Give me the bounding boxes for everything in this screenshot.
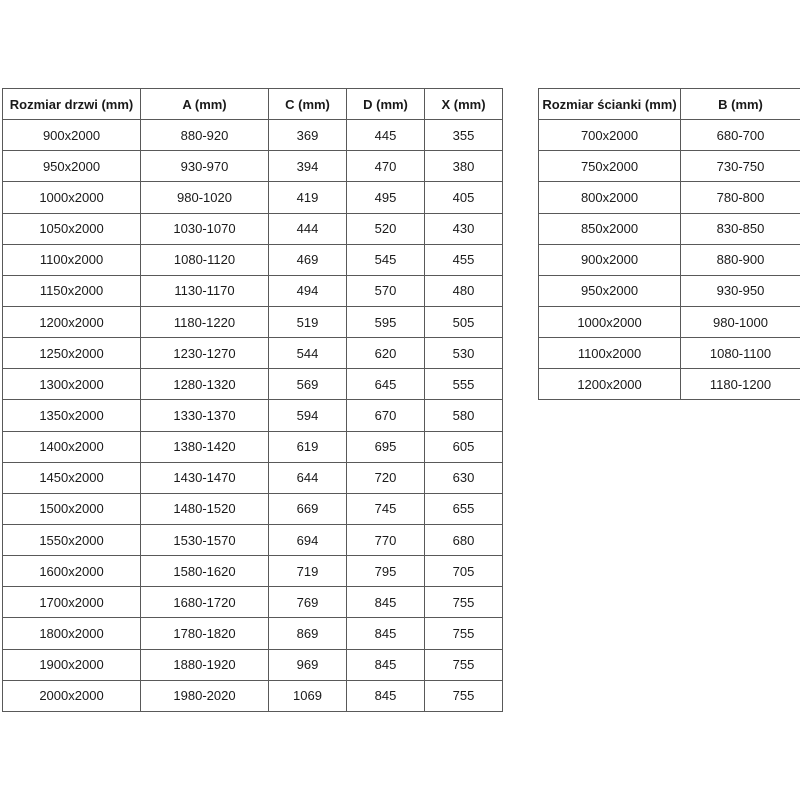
table-row xyxy=(3,213,503,244)
table-cell: 1180-1220 xyxy=(141,306,269,337)
table-cell: 1230-1270 xyxy=(141,338,269,369)
table-row xyxy=(3,120,503,151)
column-header: A (mm) xyxy=(141,89,269,120)
table-row xyxy=(3,244,503,275)
table-row xyxy=(539,213,800,244)
column-header: D (mm) xyxy=(347,89,425,120)
table-cell: 670 xyxy=(347,400,425,431)
table-cell: 720 xyxy=(347,462,425,493)
table-cell: 980-1020 xyxy=(141,182,269,213)
wall-size-table xyxy=(538,88,800,400)
table-cell: 570 xyxy=(347,275,425,306)
table-cell: 755 xyxy=(425,618,503,649)
table-cell: 619 xyxy=(269,431,347,462)
column-header: X (mm) xyxy=(425,89,503,120)
table-row xyxy=(539,338,800,369)
table-cell: 545 xyxy=(347,244,425,275)
table-cell: 655 xyxy=(425,493,503,524)
table-cell: 700x2000 xyxy=(539,120,681,151)
table-row xyxy=(3,338,503,369)
table-cell: 430 xyxy=(425,213,503,244)
table-cell: 845 xyxy=(347,587,425,618)
table-cell: 369 xyxy=(269,120,347,151)
table-cell: 1800x2000 xyxy=(3,618,141,649)
table-cell: 1330-1370 xyxy=(141,400,269,431)
table-cell: 1000x2000 xyxy=(3,182,141,213)
table-cell: 1500x2000 xyxy=(3,493,141,524)
table-cell: 1250x2000 xyxy=(3,338,141,369)
table-cell: 394 xyxy=(269,151,347,182)
table-cell: 1450x2000 xyxy=(3,462,141,493)
table-cell: 494 xyxy=(269,275,347,306)
table-cell: 469 xyxy=(269,244,347,275)
table-cell: 645 xyxy=(347,369,425,400)
table-cell: 1980-2020 xyxy=(141,680,269,711)
column-header: Rozmiar ścianki (mm) xyxy=(539,89,681,120)
table-cell: 969 xyxy=(269,649,347,680)
table-cell: 730-750 xyxy=(681,151,800,182)
table-cell: 620 xyxy=(347,338,425,369)
table-cell: 505 xyxy=(425,306,503,337)
table-cell: 1280-1320 xyxy=(141,369,269,400)
table-cell: 555 xyxy=(425,369,503,400)
table-cell: 1680-1720 xyxy=(141,587,269,618)
table-row xyxy=(539,306,800,337)
table-cell: 930-970 xyxy=(141,151,269,182)
table-row xyxy=(539,369,800,400)
table-row xyxy=(3,493,503,524)
table-cell: 705 xyxy=(425,556,503,587)
table-cell: 719 xyxy=(269,556,347,587)
table-cell: 1380-1420 xyxy=(141,431,269,462)
table-cell: 680-700 xyxy=(681,120,800,151)
table-cell: 480 xyxy=(425,275,503,306)
table-row xyxy=(3,556,503,587)
table-cell: 780-800 xyxy=(681,182,800,213)
table-cell: 419 xyxy=(269,182,347,213)
table-cell: 1100x2000 xyxy=(3,244,141,275)
table-cell: 900x2000 xyxy=(539,244,681,275)
table-cell: 569 xyxy=(269,369,347,400)
table-cell: 1100x2000 xyxy=(539,338,681,369)
table-cell: 595 xyxy=(347,306,425,337)
table-cell: 1780-1820 xyxy=(141,618,269,649)
table-cell: 694 xyxy=(269,524,347,555)
table-row xyxy=(3,431,503,462)
table-cell: 1069 xyxy=(269,680,347,711)
table-row xyxy=(539,244,800,275)
table-row xyxy=(3,587,503,618)
table-cell: 770 xyxy=(347,524,425,555)
table-row xyxy=(3,151,503,182)
table-cell: 669 xyxy=(269,493,347,524)
table-row xyxy=(539,120,800,151)
table-row xyxy=(539,151,800,182)
door-size-table-header-row xyxy=(3,89,503,120)
table-cell: 1080-1100 xyxy=(681,338,800,369)
table-cell: 1200x2000 xyxy=(539,369,681,400)
table-cell: 1880-1920 xyxy=(141,649,269,680)
table-cell: 950x2000 xyxy=(3,151,141,182)
table-row xyxy=(539,275,800,306)
table-cell: 2000x2000 xyxy=(3,680,141,711)
table-cell: 900x2000 xyxy=(3,120,141,151)
table-cell: 869 xyxy=(269,618,347,649)
table-cell: 580 xyxy=(425,400,503,431)
table-cell: 1080-1120 xyxy=(141,244,269,275)
table-cell: 1530-1570 xyxy=(141,524,269,555)
table-cell: 605 xyxy=(425,431,503,462)
table-cell: 1400x2000 xyxy=(3,431,141,462)
table-cell: 880-900 xyxy=(681,244,800,275)
table-row xyxy=(3,306,503,337)
door-size-table xyxy=(2,88,503,712)
table-cell: 445 xyxy=(347,120,425,151)
table-cell: 355 xyxy=(425,120,503,151)
table-cell: 1300x2000 xyxy=(3,369,141,400)
table-cell: 1480-1520 xyxy=(141,493,269,524)
table-cell: 594 xyxy=(269,400,347,431)
table-row xyxy=(3,649,503,680)
table-cell: 1130-1170 xyxy=(141,275,269,306)
table-row xyxy=(3,618,503,649)
column-header: C (mm) xyxy=(269,89,347,120)
table-cell: 405 xyxy=(425,182,503,213)
table-cell: 695 xyxy=(347,431,425,462)
table-cell: 1000x2000 xyxy=(539,306,681,337)
table-cell: 1350x2000 xyxy=(3,400,141,431)
table-cell: 930-950 xyxy=(681,275,800,306)
table-cell: 644 xyxy=(269,462,347,493)
table-row xyxy=(3,369,503,400)
table-cell: 830-850 xyxy=(681,213,800,244)
table-cell: 444 xyxy=(269,213,347,244)
table-cell: 1030-1070 xyxy=(141,213,269,244)
table-cell: 1700x2000 xyxy=(3,587,141,618)
table-cell: 544 xyxy=(269,338,347,369)
table-row xyxy=(3,400,503,431)
table-row xyxy=(3,462,503,493)
table-row xyxy=(3,524,503,555)
table-cell: 800x2000 xyxy=(539,182,681,213)
table-cell: 1580-1620 xyxy=(141,556,269,587)
table-cell: 530 xyxy=(425,338,503,369)
table-cell: 755 xyxy=(425,680,503,711)
table-cell: 380 xyxy=(425,151,503,182)
table-cell: 495 xyxy=(347,182,425,213)
table-row xyxy=(3,680,503,711)
table-cell: 1600x2000 xyxy=(3,556,141,587)
table-cell: 470 xyxy=(347,151,425,182)
column-header: Rozmiar drzwi (mm) xyxy=(3,89,141,120)
table-cell: 980-1000 xyxy=(681,306,800,337)
table-cell: 1430-1470 xyxy=(141,462,269,493)
table-cell: 1550x2000 xyxy=(3,524,141,555)
table-cell: 745 xyxy=(347,493,425,524)
table-cell: 795 xyxy=(347,556,425,587)
table-cell: 769 xyxy=(269,587,347,618)
table-row xyxy=(3,275,503,306)
table-cell: 630 xyxy=(425,462,503,493)
table-row xyxy=(3,182,503,213)
wall-size-table-header-row xyxy=(539,89,800,120)
table-cell: 680 xyxy=(425,524,503,555)
table-cell: 950x2000 xyxy=(539,275,681,306)
table-cell: 755 xyxy=(425,587,503,618)
table-cell: 755 xyxy=(425,649,503,680)
table-cell: 1180-1200 xyxy=(681,369,800,400)
table-cell: 519 xyxy=(269,306,347,337)
table-cell: 880-920 xyxy=(141,120,269,151)
table-cell: 455 xyxy=(425,244,503,275)
table-cell: 1900x2000 xyxy=(3,649,141,680)
table-cell: 845 xyxy=(347,680,425,711)
column-header: B (mm) xyxy=(681,89,800,120)
table-cell: 845 xyxy=(347,649,425,680)
table-cell: 850x2000 xyxy=(539,213,681,244)
table-cell: 1200x2000 xyxy=(3,306,141,337)
table-cell: 750x2000 xyxy=(539,151,681,182)
table-cell: 1050x2000 xyxy=(3,213,141,244)
table-row xyxy=(539,182,800,213)
table-cell: 845 xyxy=(347,618,425,649)
table-cell: 520 xyxy=(347,213,425,244)
table-cell: 1150x2000 xyxy=(3,275,141,306)
